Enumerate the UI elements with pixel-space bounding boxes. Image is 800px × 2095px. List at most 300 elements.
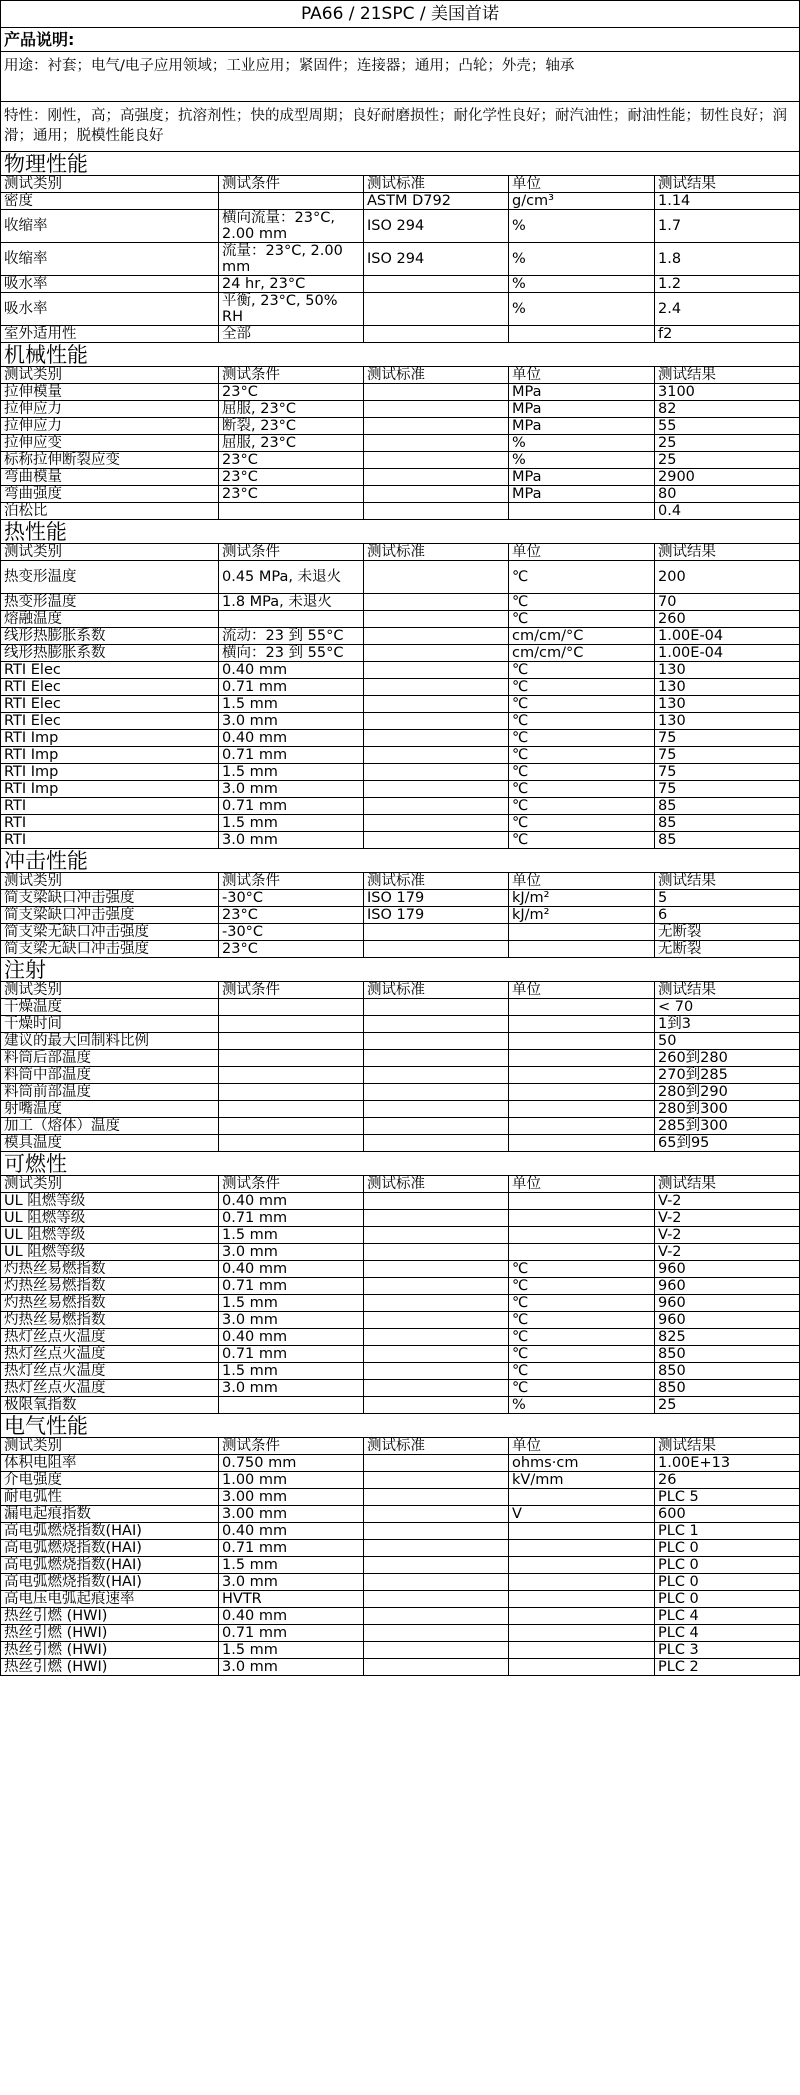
cell-unit: MPa xyxy=(509,418,655,434)
cell-unit: g/cm³ xyxy=(509,193,655,209)
table-row xyxy=(1,924,799,941)
cell-condition: 23°C xyxy=(219,941,364,957)
cell-result: 3100 xyxy=(658,384,695,400)
features-row xyxy=(1,102,799,152)
cell-category: RTI Imp xyxy=(1,781,219,797)
cell-unit xyxy=(509,1642,655,1658)
cell-standard xyxy=(364,1101,509,1117)
cell-standard xyxy=(364,1455,509,1471)
cell-category: RTI Imp xyxy=(1,730,219,746)
table-row xyxy=(1,1397,799,1414)
cell-result: 85 xyxy=(658,815,677,831)
cell-standard: ISO 179 xyxy=(364,890,509,906)
cell-result: 130 xyxy=(658,696,686,712)
cell-result: 0.4 xyxy=(658,503,682,519)
table-row xyxy=(1,764,799,781)
cell-result: 1.2 xyxy=(658,276,682,292)
cell-result: 260到280 xyxy=(658,1050,728,1066)
cell-standard xyxy=(364,1067,509,1083)
table-row xyxy=(1,832,799,849)
cell-unit: ℃ xyxy=(509,1278,655,1294)
cell-condition: 3.0 mm xyxy=(219,1380,364,1396)
section-header xyxy=(1,520,799,544)
cell-unit xyxy=(509,503,655,519)
table-row xyxy=(1,503,799,520)
table-row xyxy=(1,418,799,435)
cell-result: 280到290 xyxy=(658,1084,728,1100)
cell-unit xyxy=(509,924,655,940)
cell-unit xyxy=(509,1574,655,1590)
cell-standard xyxy=(364,713,509,729)
table-row xyxy=(1,276,799,293)
table-row xyxy=(1,1210,799,1227)
cell-condition: 屈服, 23°C xyxy=(219,401,364,417)
cell-condition: 0.71 mm xyxy=(219,1210,364,1226)
cell-unit xyxy=(509,1540,655,1556)
cell-standard xyxy=(364,503,509,519)
cell-standard xyxy=(364,469,509,485)
cell-result: 5 xyxy=(658,890,668,906)
table-row xyxy=(1,907,799,924)
cell-unit: ℃ xyxy=(509,764,655,780)
cell-standard xyxy=(364,1608,509,1624)
column-header-row xyxy=(1,982,799,999)
cell-category: 热丝引燃 (HWI) xyxy=(1,1625,219,1641)
cell-condition: 横向流量：23°C, 2.00 mm xyxy=(219,210,364,242)
cell-condition: 0.40 mm xyxy=(219,1193,364,1209)
cell-standard xyxy=(364,1591,509,1607)
column-header-condition: 测试条件 xyxy=(219,873,364,889)
section-title: 物理性能 xyxy=(4,152,88,175)
table-row xyxy=(1,1084,799,1101)
cell-category: 高电弧燃烧指数(HAI) xyxy=(1,1540,219,1556)
cell-condition: 0.40 mm xyxy=(219,662,364,678)
cell-category: 热丝引燃 (HWI) xyxy=(1,1659,219,1675)
cell-standard xyxy=(364,798,509,814)
cell-standard xyxy=(364,1489,509,1505)
table-row xyxy=(1,1050,799,1067)
cell-standard xyxy=(364,1118,509,1134)
cell-condition: 0.40 mm xyxy=(219,730,364,746)
cell-unit xyxy=(509,1608,655,1624)
cell-result: 850 xyxy=(658,1380,686,1396)
cell-result: V-2 xyxy=(658,1210,682,1226)
cell-result: V-2 xyxy=(658,1244,682,1260)
cell-standard xyxy=(364,1659,509,1675)
cell-unit: % xyxy=(509,435,655,451)
column-header-result: 测试结果 xyxy=(658,544,716,560)
column-header-category: 测试类别 xyxy=(1,982,219,998)
section-title: 机械性能 xyxy=(4,343,88,366)
column-header-category: 测试类别 xyxy=(1,367,219,383)
cell-result: PLC 4 xyxy=(658,1625,699,1641)
cell-unit xyxy=(509,1084,655,1100)
cell-unit: ℃ xyxy=(509,561,655,593)
cell-standard xyxy=(364,764,509,780)
table-row xyxy=(1,1489,799,1506)
cell-standard xyxy=(364,941,509,957)
column-header-result: 测试结果 xyxy=(658,982,716,998)
column-header-category: 测试类别 xyxy=(1,544,219,560)
cell-unit xyxy=(509,1067,655,1083)
cell-category: 泊松比 xyxy=(1,503,219,519)
cell-result: 1到3 xyxy=(658,1016,691,1032)
cell-category: 体积电阻率 xyxy=(1,1455,219,1471)
cell-condition: 3.0 mm xyxy=(219,1312,364,1328)
cell-result: 130 xyxy=(658,662,686,678)
column-header-category: 测试类别 xyxy=(1,1438,219,1454)
table-row xyxy=(1,1523,799,1540)
cell-standard xyxy=(364,293,509,325)
table-row xyxy=(1,798,799,815)
table-row xyxy=(1,611,799,628)
cell-condition xyxy=(219,1135,364,1151)
cell-unit: % xyxy=(509,210,655,242)
cell-standard xyxy=(364,747,509,763)
cell-category: RTI Imp xyxy=(1,747,219,763)
cell-standard xyxy=(364,1523,509,1539)
usage-row xyxy=(1,52,799,102)
table-row xyxy=(1,1659,799,1676)
cell-unit xyxy=(509,1101,655,1117)
cell-condition xyxy=(219,1033,364,1049)
cell-condition: 0.71 mm xyxy=(219,798,364,814)
cell-category: 料筒前部温度 xyxy=(1,1084,219,1100)
cell-category: RTI Imp xyxy=(1,764,219,780)
cell-standard xyxy=(364,628,509,644)
cell-unit xyxy=(509,1591,655,1607)
cell-category: 建议的最大回制料比例 xyxy=(1,1033,219,1049)
table-row xyxy=(1,1472,799,1489)
cell-unit xyxy=(509,1557,655,1573)
cell-unit xyxy=(509,1659,655,1675)
cell-condition: 流量：23°C, 2.00 mm xyxy=(219,243,364,275)
cell-unit: MPa xyxy=(509,469,655,485)
cell-standard xyxy=(364,435,509,451)
cell-unit: MPa xyxy=(509,401,655,417)
cell-result: 6 xyxy=(658,907,668,923)
section-title: 电气性能 xyxy=(4,1414,88,1437)
cell-result: 1.00E+13 xyxy=(658,1455,731,1471)
column-header-condition: 测试条件 xyxy=(219,982,364,998)
cell-standard xyxy=(364,276,509,292)
product-label-row xyxy=(1,28,799,52)
cell-condition: 24 hr, 23°C xyxy=(219,276,364,292)
cell-unit: ohms·cm xyxy=(509,1455,655,1471)
column-header-row xyxy=(1,1176,799,1193)
cell-category: RTI Elec xyxy=(1,713,219,729)
cell-unit: % xyxy=(509,293,655,325)
table-row xyxy=(1,1067,799,1084)
cell-standard xyxy=(364,1050,509,1066)
table-row xyxy=(1,1278,799,1295)
table-row xyxy=(1,1329,799,1346)
cell-category: 漏电起痕指数 xyxy=(1,1506,219,1522)
table-row xyxy=(1,1312,799,1329)
cell-category: 简支梁无缺口冲击强度 xyxy=(1,924,219,940)
cell-category: 高电弧燃烧指数(HAI) xyxy=(1,1523,219,1539)
table-row xyxy=(1,941,799,958)
cell-category: 高电弧燃烧指数(HAI) xyxy=(1,1574,219,1590)
cell-standard xyxy=(364,1278,509,1294)
table-row xyxy=(1,1033,799,1050)
cell-category: 射嘴温度 xyxy=(1,1101,219,1117)
cell-result: 960 xyxy=(658,1295,686,1311)
cell-category: RTI xyxy=(1,798,219,814)
cell-standard xyxy=(364,662,509,678)
cell-condition: 23°C xyxy=(219,384,364,400)
column-header-result: 测试结果 xyxy=(658,1438,716,1454)
cell-category: 简支梁缺口冲击强度 xyxy=(1,890,219,906)
cell-category: 耐电弧性 xyxy=(1,1489,219,1505)
cell-condition: 3.00 mm xyxy=(219,1506,364,1522)
cell-condition: 平衡, 23°C, 50% RH xyxy=(219,293,364,325)
section-header xyxy=(1,1414,799,1438)
cell-unit: MPa xyxy=(509,486,655,502)
cell-category: 标称拉伸断裂应变 xyxy=(1,452,219,468)
table-row xyxy=(1,1261,799,1278)
column-header-standard: 测试标准 xyxy=(364,544,509,560)
cell-category: 拉伸应力 xyxy=(1,418,219,434)
cell-unit: ℃ xyxy=(509,594,655,610)
section-title: 冲击性能 xyxy=(4,849,88,872)
cell-result: 280到300 xyxy=(658,1101,728,1117)
cell-condition xyxy=(219,611,364,627)
cell-standard xyxy=(364,1329,509,1345)
cell-condition: 0.71 mm xyxy=(219,679,364,695)
cell-standard xyxy=(364,594,509,610)
cell-unit: ℃ xyxy=(509,781,655,797)
cell-condition: 3.0 mm xyxy=(219,832,364,848)
cell-result: 1.00E-04 xyxy=(658,645,724,661)
table-row xyxy=(1,1363,799,1380)
cell-category: 简支梁缺口冲击强度 xyxy=(1,907,219,923)
cell-unit: MPa xyxy=(509,384,655,400)
cell-result: 85 xyxy=(658,798,677,814)
cell-condition: 0.71 mm xyxy=(219,1540,364,1556)
cell-category: 热变形温度 xyxy=(1,561,219,593)
cell-category: 灼热丝易燃指数 xyxy=(1,1261,219,1277)
cell-standard xyxy=(364,1472,509,1488)
cell-category: 干燥时间 xyxy=(1,1016,219,1032)
cell-condition xyxy=(219,1084,364,1100)
cell-result: 960 xyxy=(658,1261,686,1277)
table-row xyxy=(1,1642,799,1659)
cell-standard xyxy=(364,326,509,342)
cell-condition: 3.00 mm xyxy=(219,1489,364,1505)
table-row xyxy=(1,999,799,1016)
cell-unit xyxy=(509,1135,655,1151)
cell-standard xyxy=(364,1642,509,1658)
cell-category: 干燥温度 xyxy=(1,999,219,1015)
cell-unit: ℃ xyxy=(509,713,655,729)
cell-condition xyxy=(219,1397,364,1413)
cell-standard xyxy=(364,1557,509,1573)
section-title: 热性能 xyxy=(4,520,67,543)
cell-category: 料筒后部温度 xyxy=(1,1050,219,1066)
cell-result: 285到300 xyxy=(658,1118,728,1134)
cell-result: 82 xyxy=(658,401,677,417)
cell-category: 热变形温度 xyxy=(1,594,219,610)
cell-standard xyxy=(364,1380,509,1396)
cell-category: 拉伸应力 xyxy=(1,401,219,417)
table-row xyxy=(1,435,799,452)
cell-category: 灼热丝易燃指数 xyxy=(1,1278,219,1294)
cell-category: 加工（熔体）温度 xyxy=(1,1118,219,1134)
cell-condition: 0.40 mm xyxy=(219,1329,364,1345)
cell-condition: HVTR xyxy=(219,1591,364,1607)
cell-category: 热灯丝点火温度 xyxy=(1,1363,219,1379)
cell-category: 吸水率 xyxy=(1,276,219,292)
cell-unit: kV/mm xyxy=(509,1472,655,1488)
section-header xyxy=(1,958,799,982)
cell-result: 25 xyxy=(658,1397,677,1413)
cell-unit: ℃ xyxy=(509,1295,655,1311)
cell-result: 85 xyxy=(658,832,677,848)
table-row xyxy=(1,662,799,679)
column-header-unit: 单位 xyxy=(509,544,655,560)
cell-unit: ℃ xyxy=(509,1363,655,1379)
cell-unit xyxy=(509,1523,655,1539)
cell-result: 70 xyxy=(658,594,677,610)
cell-condition xyxy=(219,1067,364,1083)
cell-result: PLC 0 xyxy=(658,1540,699,1556)
cell-standard xyxy=(364,1227,509,1243)
cell-result: 75 xyxy=(658,747,677,763)
column-header-row xyxy=(1,544,799,561)
page-title: PA66 / 21SPC / 美国首诺 xyxy=(300,3,500,24)
cell-unit: ℃ xyxy=(509,679,655,695)
cell-result: 825 xyxy=(658,1329,686,1345)
table-row xyxy=(1,1591,799,1608)
column-header-category: 测试类别 xyxy=(1,1176,219,1192)
cell-category: 高电弧燃烧指数(HAI) xyxy=(1,1557,219,1573)
cell-unit xyxy=(509,1193,655,1209)
cell-standard xyxy=(364,1210,509,1226)
cell-category: 高电压电弧起痕速率 xyxy=(1,1591,219,1607)
cell-standard xyxy=(364,1397,509,1413)
cell-standard xyxy=(364,1193,509,1209)
cell-standard xyxy=(364,1261,509,1277)
cell-unit xyxy=(509,1016,655,1032)
cell-condition: 3.0 mm xyxy=(219,781,364,797)
cell-condition: 23°C xyxy=(219,469,364,485)
column-header-result: 测试结果 xyxy=(658,176,716,192)
column-header-result: 测试结果 xyxy=(658,873,716,889)
cell-condition: 0.71 mm xyxy=(219,1625,364,1641)
cell-condition: 0.71 mm xyxy=(219,1278,364,1294)
column-header-standard: 测试标准 xyxy=(364,982,509,998)
cell-category: 极限氧指数 xyxy=(1,1397,219,1413)
cell-result: PLC 2 xyxy=(658,1659,699,1675)
cell-condition xyxy=(219,193,364,209)
cell-result: 25 xyxy=(658,452,677,468)
cell-category: RTI Elec xyxy=(1,679,219,695)
table-row xyxy=(1,1557,799,1574)
cell-category: RTI Elec xyxy=(1,696,219,712)
cell-unit xyxy=(509,326,655,342)
cell-result: PLC 0 xyxy=(658,1557,699,1573)
table-row xyxy=(1,1193,799,1210)
cell-condition: -30°C xyxy=(219,924,364,940)
table-row xyxy=(1,1295,799,1312)
cell-standard xyxy=(364,696,509,712)
cell-standard: ISO 294 xyxy=(364,243,509,275)
section-title: 注射 xyxy=(4,958,46,981)
table-row xyxy=(1,469,799,486)
table-row xyxy=(1,1380,799,1397)
column-header-standard: 测试标准 xyxy=(364,1176,509,1192)
cell-result: 无断裂 xyxy=(658,924,702,940)
table-row xyxy=(1,401,799,418)
cell-standard xyxy=(364,1346,509,1362)
cell-condition: 横向：23 到 55°C xyxy=(219,645,364,661)
cell-condition: 1.5 mm xyxy=(219,1642,364,1658)
column-header-unit: 单位 xyxy=(509,873,655,889)
table-row xyxy=(1,1016,799,1033)
cell-unit: ℃ xyxy=(509,696,655,712)
cell-standard xyxy=(364,1574,509,1590)
cell-condition: 3.0 mm xyxy=(219,1574,364,1590)
table-row xyxy=(1,1455,799,1472)
cell-unit: % xyxy=(509,452,655,468)
cell-unit: ℃ xyxy=(509,1312,655,1328)
cell-unit: ℃ xyxy=(509,730,655,746)
table-row xyxy=(1,193,799,210)
column-header-standard: 测试标准 xyxy=(364,176,509,192)
cell-standard xyxy=(364,1625,509,1641)
cell-standard xyxy=(364,561,509,593)
usage-text: 用途：衬套；电气/电子应用领域；工业应用；紧固件；连接器；通用；凸轮；外壳；轴承 xyxy=(4,58,575,74)
column-header-row xyxy=(1,176,799,193)
table-row xyxy=(1,384,799,401)
cell-result: 960 xyxy=(658,1312,686,1328)
property-sections xyxy=(1,152,799,1676)
column-header-standard: 测试标准 xyxy=(364,873,509,889)
table-row xyxy=(1,210,799,243)
table-row xyxy=(1,243,799,276)
product-label: 产品说明: xyxy=(4,30,75,49)
table-row xyxy=(1,594,799,611)
table-row xyxy=(1,679,799,696)
table-row xyxy=(1,1608,799,1625)
cell-standard xyxy=(364,730,509,746)
cell-result: 26 xyxy=(658,1472,677,1488)
table-row xyxy=(1,561,799,594)
cell-unit: ℃ xyxy=(509,1380,655,1396)
section-header xyxy=(1,152,799,176)
cell-result: 1.8 xyxy=(658,250,682,267)
cell-category: 热丝引燃 (HWI) xyxy=(1,1608,219,1624)
cell-unit: ℃ xyxy=(509,611,655,627)
cell-condition: 0.750 mm xyxy=(219,1455,364,1471)
features-text: 特性：刚性，高；高强度；抗溶剂性；快的成型周期；良好耐磨损性；耐化学性良好；耐汽油性；耐油性能；韧性良好；润滑；通用；脱模性能良好 xyxy=(4,108,787,144)
cell-condition: 1.5 mm xyxy=(219,764,364,780)
cell-category: RTI xyxy=(1,815,219,831)
cell-condition: 0.40 mm xyxy=(219,1523,364,1539)
table-row xyxy=(1,1227,799,1244)
cell-condition xyxy=(219,1050,364,1066)
cell-condition: 1.5 mm xyxy=(219,1227,364,1243)
table-row xyxy=(1,730,799,747)
cell-unit xyxy=(509,1118,655,1134)
cell-result: 65到95 xyxy=(658,1135,710,1151)
column-header-category: 测试类别 xyxy=(1,873,219,889)
title-row xyxy=(1,1,799,28)
cell-result: 75 xyxy=(658,764,677,780)
cell-condition: 1.5 mm xyxy=(219,1295,364,1311)
cell-unit: ℃ xyxy=(509,832,655,848)
